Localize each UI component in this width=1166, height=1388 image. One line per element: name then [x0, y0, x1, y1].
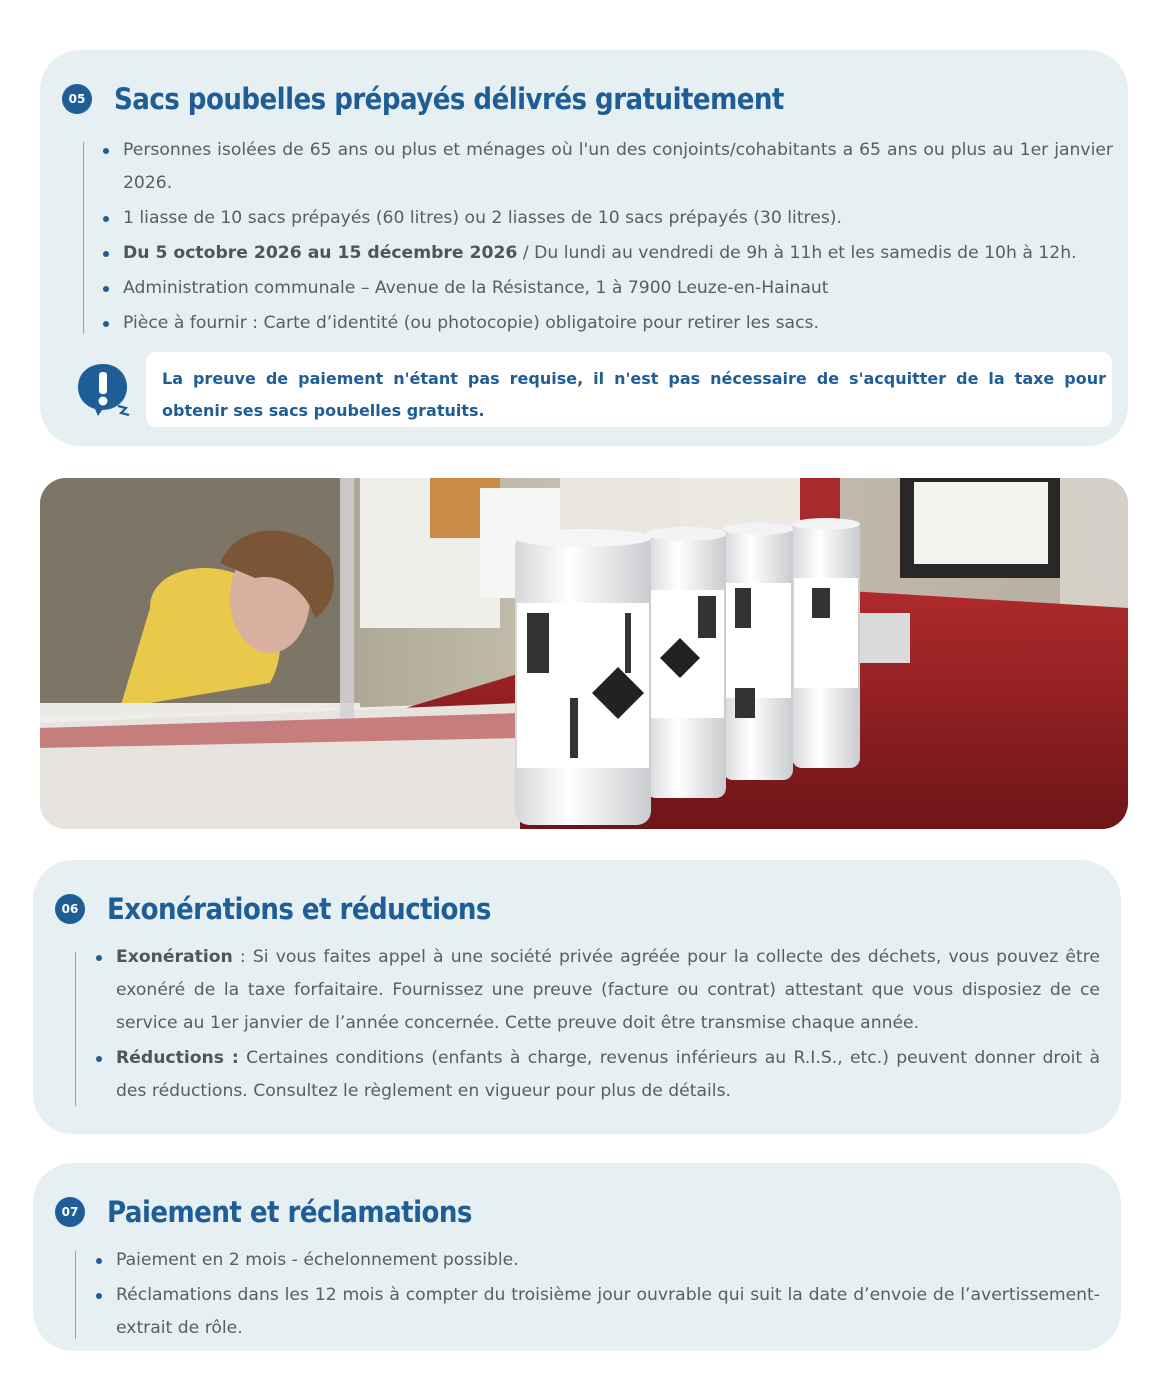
list-item: Personnes isolées de 65 ans ou plus et ménages où l'un des conjoints/cohabitants a 65 ans ou plus au 1er janvier 2026.	[103, 134, 1113, 200]
photo-trash-bags-counter	[40, 478, 1128, 829]
list-rule	[83, 142, 84, 334]
bullet-list	[96, 1244, 1100, 1345]
list-item: Du 5 octobre 2026 au 15 décembre 2026 / Du lundi au vendredi de 9h à 11h et les samedis de 10h à 12h.	[103, 237, 1113, 270]
section-05-card	[40, 50, 1128, 446]
section-number-badge: 06	[55, 894, 85, 924]
bag-roll	[646, 527, 726, 798]
section-title: Sacs poubelles prépayés délivrés gratuitement	[114, 82, 784, 116]
bag-roll	[723, 523, 793, 780]
list-item: Réductions : Certaines conditions (enfants à charge, revenus inférieurs au R.I.S., etc.) peuvent donner droit à des réductions. Consultez le règlement en vigueur pour plus de détails.	[96, 1042, 1100, 1108]
photo-illustration	[40, 478, 1128, 829]
bullet-list	[96, 941, 1100, 1108]
list-item: 1 liasse de 10 sacs prépayés (60 litres) ou 2 liasses de 10 sacs prépayés (30 litres).	[103, 202, 1113, 235]
list-item: Administration communale – Avenue de la Résistance, 1 à 7900 Leuze-en-Hainaut	[103, 272, 1113, 305]
exclamation-bubble-icon	[74, 360, 132, 418]
bullet-list	[103, 134, 1113, 340]
section-05-header	[62, 82, 858, 116]
list-item: Réclamations dans les 12 mois à compter du troisième jour ouvrable qui suit la date d’envoie de l’avertissement-extrait de rôle.	[96, 1279, 1100, 1345]
notice-box: La preuve de paiement n'étant pas requise, il n'est pas nécessaire de s'acquitter de la taxe pour obtenir ses sacs poubelles gratuits.	[146, 352, 1112, 427]
list-item: Pièce à fournir : Carte d’identité (ou photocopie) obligatoire pour retirer les sacs.	[103, 307, 1113, 340]
section-06-card	[33, 860, 1121, 1134]
list-rule	[75, 952, 76, 1106]
section-06-header	[55, 892, 534, 926]
list-rule	[75, 1251, 76, 1339]
list-item: Paiement en 2 mois - échelonnement possible.	[96, 1244, 1100, 1277]
list-item: Exonération : Si vous faites appel à une société privée agréée pour la collecte des déchets, vous pouvez être exonéré de la taxe forfaitaire. Fournissez une preuve (facture ou contrat) attestant que vous disposiez de ce service au 1er janvier de l’année concernée. Cette preuve doit être transmise chaque année.	[96, 941, 1100, 1040]
section-number-badge: 05	[62, 84, 92, 114]
section-07-header	[55, 1195, 512, 1229]
section-07-card	[33, 1163, 1121, 1351]
section-title: Paiement et réclamations	[107, 1195, 472, 1229]
section-title: Exonérations et réductions	[107, 892, 491, 926]
bag-roll	[515, 529, 651, 825]
section-number-badge: 07	[55, 1197, 85, 1227]
bag-roll	[792, 518, 860, 768]
